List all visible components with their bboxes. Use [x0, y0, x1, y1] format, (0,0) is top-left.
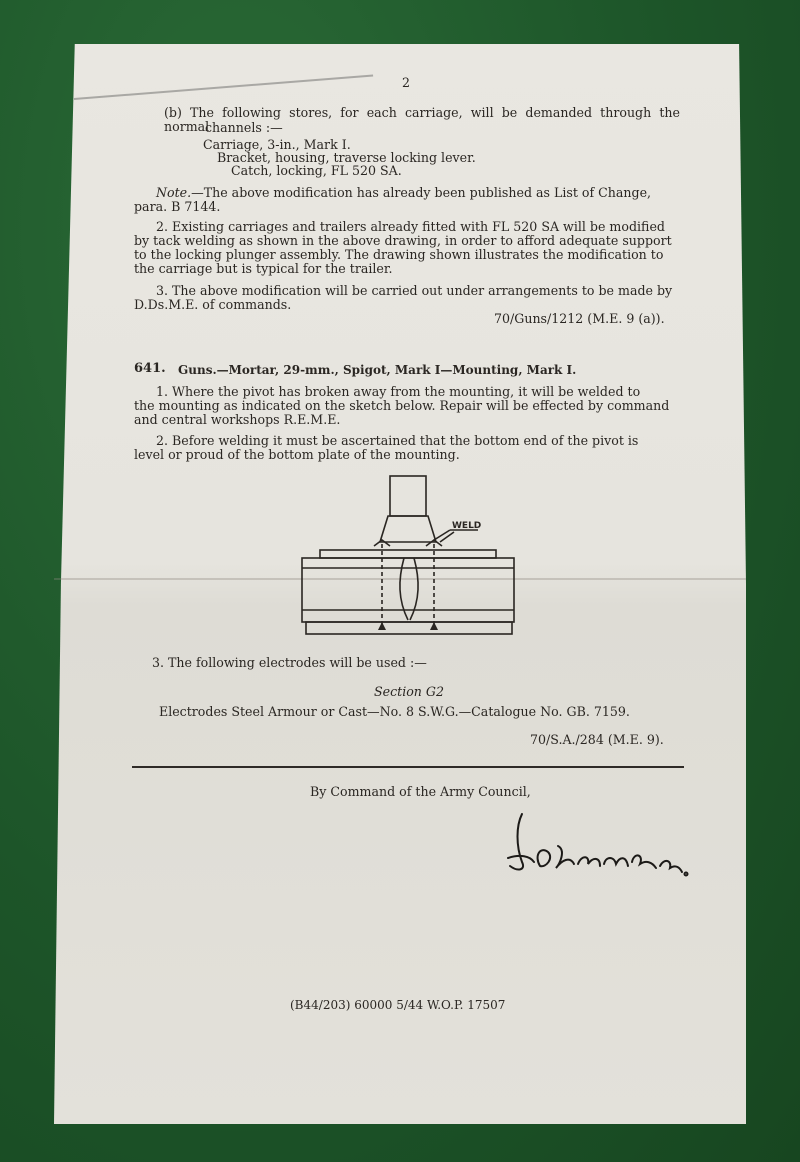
closing-line: By Command of the Army Council,: [310, 784, 531, 799]
s641-para2-line: 2. Before welding it must be ascertained that the bottom end of the pivot is: [156, 433, 639, 448]
s641-para1-line: 1. Where the pivot has broken away from the mounting, it will be welded to: [156, 384, 641, 399]
s641-para1-line: the mounting as indicated on the sketch below. Repair will be effected by command: [134, 398, 670, 413]
para3-line: 3. The above modification will be carried out under arrangements to be made by: [156, 283, 673, 298]
note-text: —The above modification has already been published as List of Change,: [191, 185, 652, 200]
reference: 70/Guns/1212 (M.E. 9 (a)).: [494, 311, 665, 326]
store-item: Catch, locking, FL 520 SA.: [231, 163, 402, 178]
handwritten-signature: [500, 806, 690, 886]
note-label: Note.: [156, 185, 192, 200]
para2-line: by tack welding as shown in the above drawing, in order to afford adequate support: [134, 233, 672, 248]
section-title: Guns.—Mortar, 29-mm., Spigot, Mark I—Mounting, Mark I.: [178, 363, 577, 377]
s641-para2-line: level or proud of the bottom plate of the mounting.: [134, 447, 460, 462]
s641-para3: 3. The following electrodes will be used :—: [152, 655, 427, 670]
note: [156, 186, 651, 200]
s641-subheading: Section G2: [374, 684, 444, 699]
para2-line: the carriage but is typical for the trailer.: [134, 261, 393, 276]
page-number: 2: [402, 75, 411, 90]
store-item: Carriage, 3-in., Mark I.: [203, 137, 351, 152]
note-text-cont: para. B 7144.: [134, 199, 221, 214]
pivot-neck: [380, 516, 436, 542]
section-b-intro: (b) The following stores, for each carriage, will be demanded through the normal: [164, 105, 680, 134]
bottom-plate: [306, 622, 512, 634]
pivot-cap: [390, 476, 426, 516]
electrodes-spec: Electrodes Steel Armour or Cast—No. 8 S.W.G.—Catalogue No. GB. 7159.: [159, 704, 630, 719]
section-number: 641.: [134, 361, 166, 376]
print-code: (B44/203) 60000 5/44 W.O.P. 17507: [290, 998, 506, 1012]
section-b-intro-cont: channels :—: [205, 120, 283, 135]
top-plate: [320, 550, 496, 558]
para2-line: 2. Existing carriages and trailers already fitted with FL 520 SA will be modified: [156, 219, 665, 234]
store-item: Bracket, housing, traverse locking lever.: [217, 150, 476, 165]
divider-rule: [132, 766, 684, 768]
s641-para1-line: and central workshops R.E.M.E.: [134, 412, 341, 427]
s641-reference: 70/S.A./284 (M.E. 9).: [530, 732, 664, 747]
para3-line: D.Ds.M.E. of commands.: [134, 297, 292, 312]
para2-line: to the locking plunger assembly. The drawing shown illustrates the modification to: [134, 247, 664, 262]
mounting-weld-sketch: [298, 470, 520, 640]
weld-label: WELD: [452, 521, 482, 531]
